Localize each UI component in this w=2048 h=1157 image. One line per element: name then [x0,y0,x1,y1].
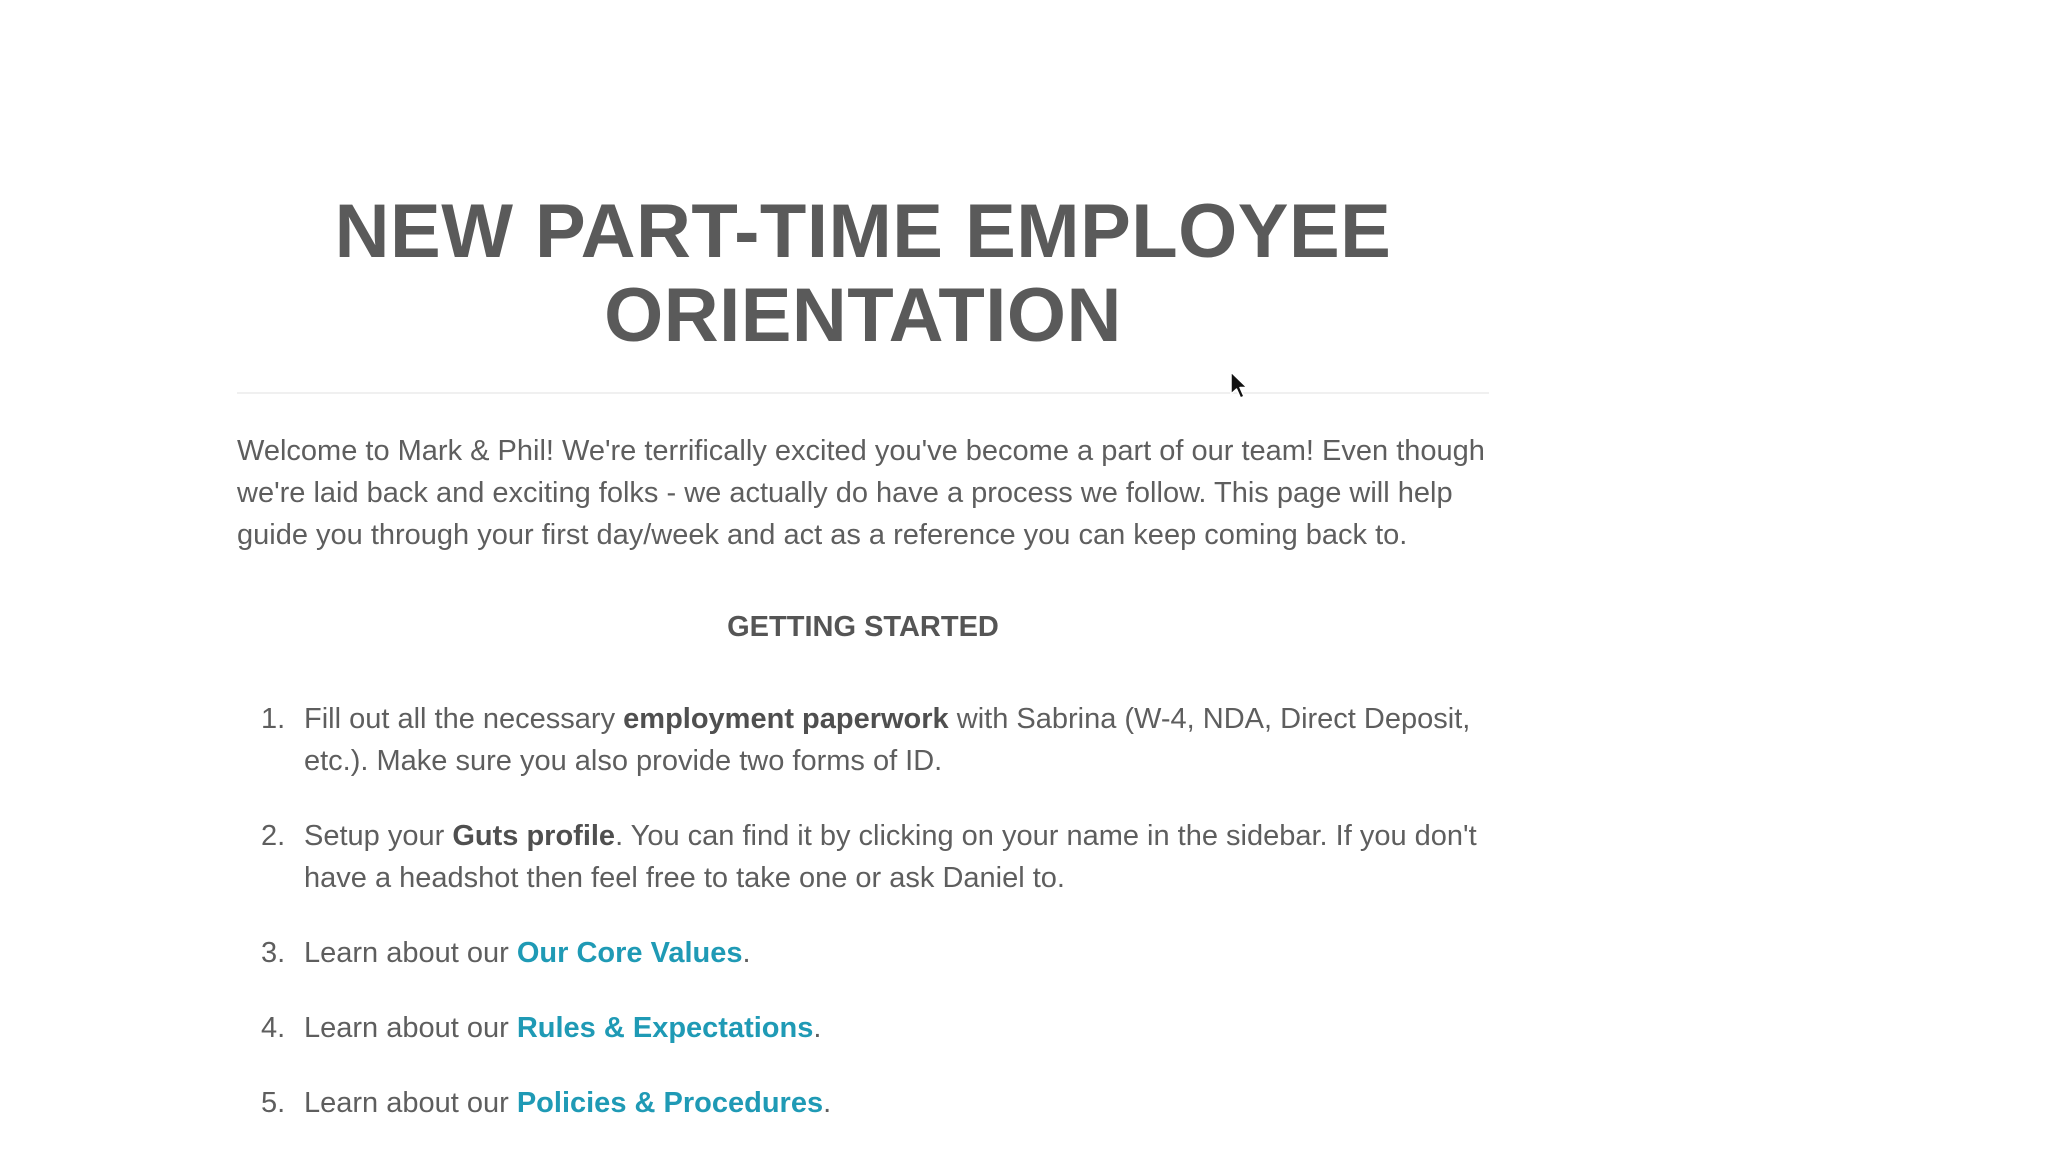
step-text: . You can find it by clicking on your name in the sidebar. If you don't have a headshot then feel free to take one or ask Daniel to. [304,820,1477,894]
step-number: 1. [261,703,286,735]
step-text: . [823,1087,832,1119]
intro-paragraph: Welcome to Mark & Phil! We're terrifically excited you've become a part of our team! Even though we're laid back and exciting folks - we actually do have a process we follow. This page will help guide you through your first day/week and act as a reference you can keep coming back to. [237,435,1485,551]
step-text: Fill out all the necessary [304,703,624,735]
orientation-document [237,190,1489,1157]
list-item-step-1 [237,698,1489,782]
list-item-step-5 [237,1082,1489,1124]
step-text: . [813,1012,822,1044]
policies-procedures-link[interactable]: Policies & Procedures [516,1087,824,1119]
step-bold-text: Guts profile [452,820,616,852]
page-title [237,190,1489,358]
list-item-step-3 [237,932,1489,974]
step-text: Learn about our [304,937,517,969]
step-text: Learn about our [304,1087,517,1119]
title-divider [237,392,1489,394]
step-text: with Sabrina (W-4, NDA, Direct Deposit, etc.). Make sure you also provide two forms of ID. [304,703,1471,777]
step-number: 5. [261,1087,286,1119]
step-text: Learn about our [304,1012,517,1044]
step-bold-text: employment paperwork [623,703,949,735]
step-number: 3. [261,937,286,969]
page-title-line-2: ORIENTATION [604,273,1122,358]
page-title-line-1: NEW PART-TIME EMPLOYEE [334,189,1392,274]
step-text: . [742,937,751,969]
getting-started-list [237,698,1489,1124]
mouse-pointer-icon [1230,371,1250,401]
getting-started-heading: GETTING STARTED [727,611,999,643]
step-text: Setup your [304,820,453,852]
rules-expectations-link[interactable]: Rules & Expectations [516,1012,814,1044]
step-number: 4. [261,1012,286,1044]
core-values-link[interactable]: Our Core Values [516,937,743,969]
step-number: 2. [261,820,286,852]
list-item-step-2 [237,815,1489,899]
list-item-step-4 [237,1007,1489,1049]
